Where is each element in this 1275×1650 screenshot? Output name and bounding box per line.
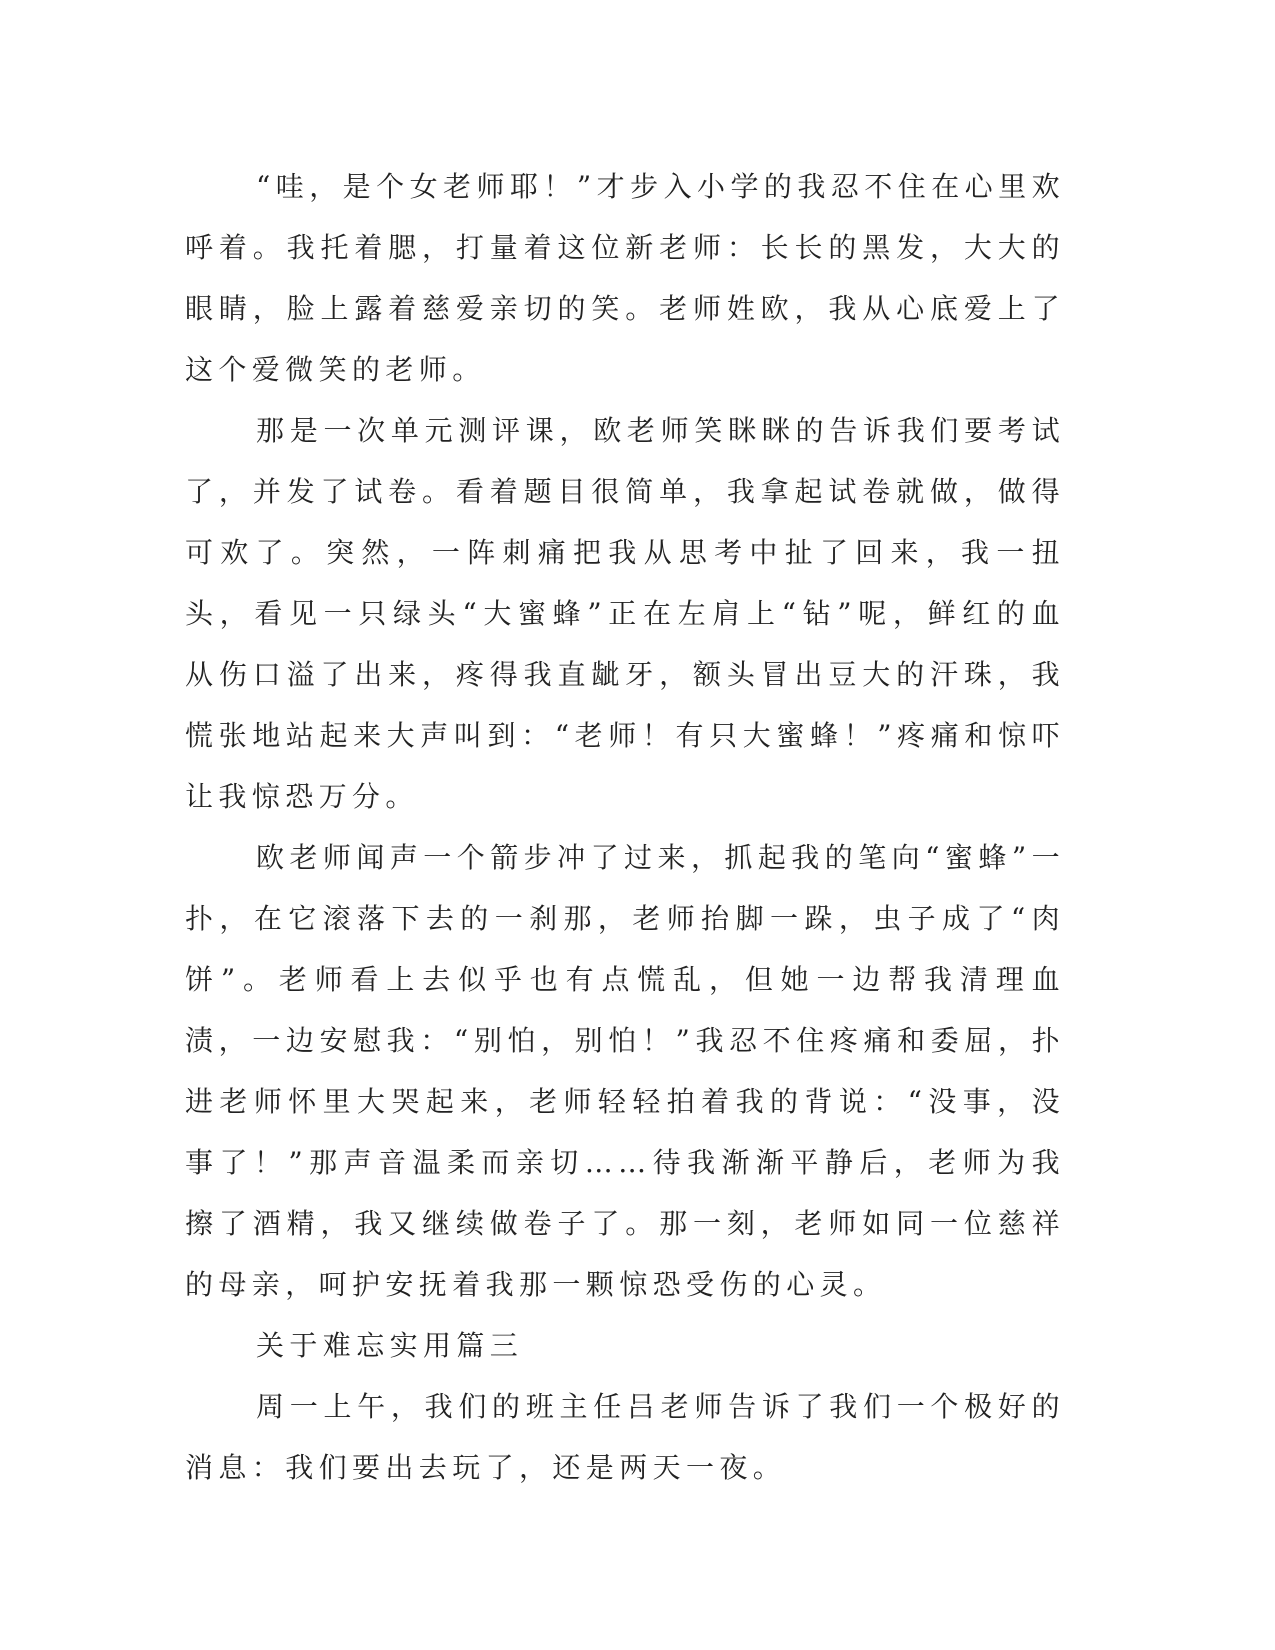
paragraph-1: “哇，是个女老师耶！”才步入小学的我忍不住在心里欢呼着。我托着腮，打量着这位新老师：长长的黑发，大大的眼睛，脸上露着慈爱亲切的笑。老师姓欧，我从心底爱上了这个爱微笑的老师。 (185, 170, 1065, 386)
paragraph-4: 周一上午，我们的班主任吕老师告诉了我们一个极好的消息：我们要出去玩了，还是两天一夜。 (185, 1390, 1065, 1484)
paragraph-2: 那是一次单元测评课，欧老师笑眯眯的告诉我们要考试了，并发了试卷。看着题目很简单，我拿起试卷就做，做得可欢了。突然，一阵刺痛把我从思考中扯了回来，我一扭头，看见一只绿头“大蜜蜂”正在左肩上“钻”呢，鲜红的血从伤口溢了出来，疼得我直龇牙，额头冒出豆大的汗珠，我慌张地站起来大声叫到：“老师！有只大蜜蜂！”疼痛和惊吓让我惊恐万分。 (185, 414, 1065, 813)
section-heading: 关于难忘实用篇三 (256, 1329, 524, 1362)
document-body (185, 156, 1065, 1498)
paragraph-3: 欧老师闻声一个箭步冲了过来，抓起我的笔向“蜜蜂”一扑，在它滚落下去的一刹那，老师抬脚一跺，虫子成了“肉饼”。老师看上去似乎也有点慌乱，但她一边帮我清理血渍，一边安慰我：“别怕，别怕！”我忍不住疼痛和委屈，扑进老师怀里大哭起来，老师轻轻拍着我的背说：“没事，没事了！”那声音温柔而亲切……待我渐渐平静后，老师为我擦了酒精，我又继续做卷子了。那一刻，老师如同一位慈祥的母亲，呵护安抚着我那一颗惊恐受伤的心灵。 (185, 841, 1065, 1301)
